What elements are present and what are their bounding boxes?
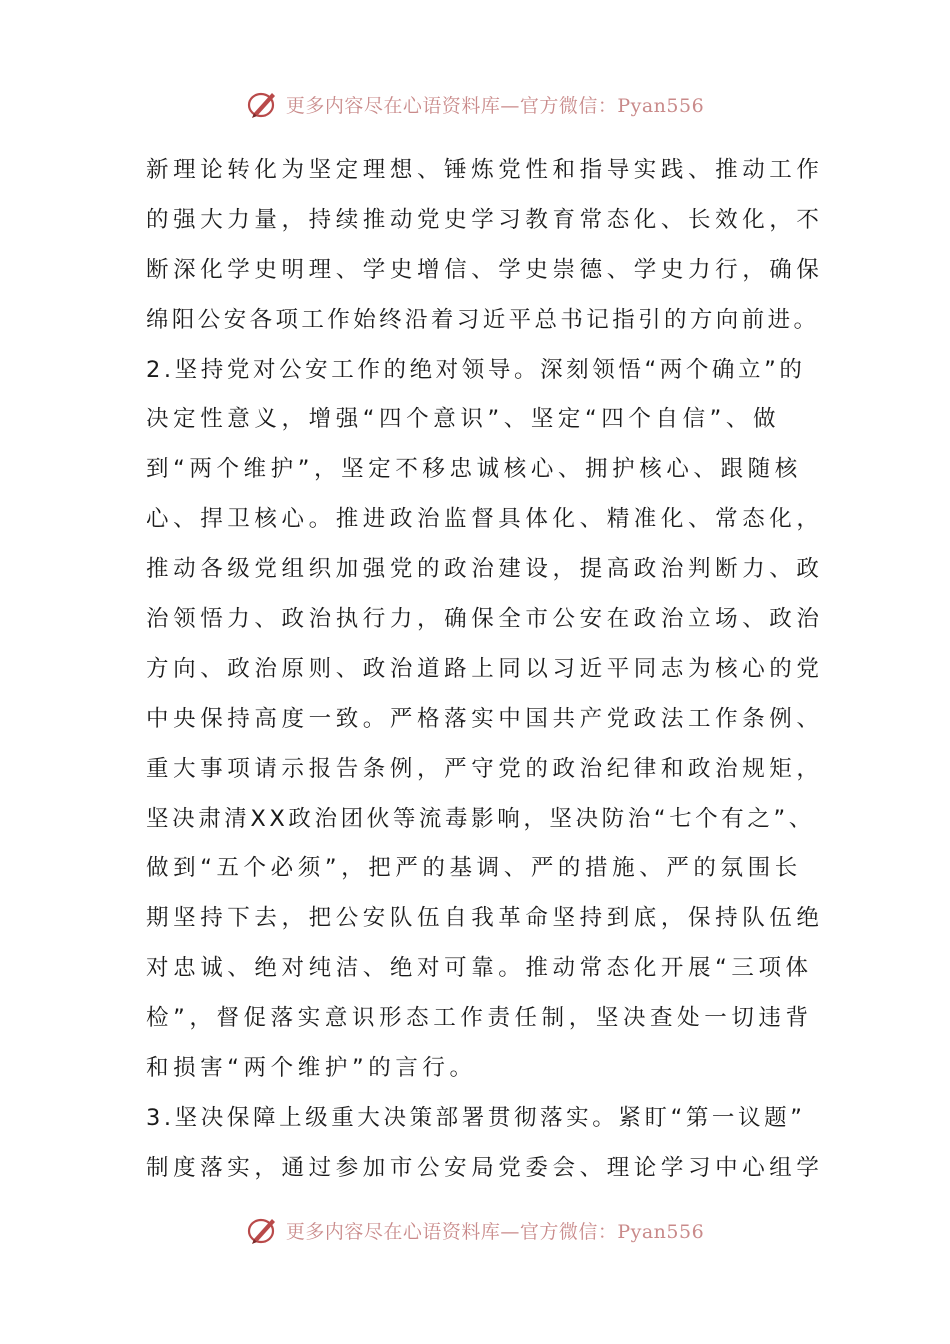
pen-seal-icon — [246, 1213, 280, 1247]
body-line-21: 制度落实，通过参加市公安局党委会、理论学习中心组学 — [146, 1154, 824, 1181]
body-line-11: 方向、政治原则、政治道路上同以习近平同志为核心的党 — [146, 655, 824, 682]
body-line-7: 到“两个维护”，坚定不移忠诚核心、拥护核心、跟随核 — [146, 456, 802, 483]
body-line-5: 2.坚持党对公安工作的绝对领导。深刻领悟“两个确立”的 — [146, 356, 806, 383]
body-line-9: 推动各级党组织加强党的政治建设，提高政治判断力、政 — [146, 556, 824, 583]
body-line-6: 决定性意义，增强“四个意识”、坚定“四个自信”、做 — [146, 406, 781, 433]
watermark-text: 更多内容尽在心语资料库—官方微信：Pyan556 — [285, 1220, 705, 1243]
header-watermark — [0, 84, 950, 124]
pen-seal-icon — [246, 87, 280, 121]
body-line-20: 3.坚决保障上级重大决策部署贯彻落实。紧盯“第一议题” — [146, 1104, 806, 1131]
body-line-16: 期坚持下去，把公安队伍自我革命坚持到底，保持队伍绝 — [146, 905, 824, 932]
body-line-2: 的强大力量，持续推动党史学习教育常态化、长效化，不 — [146, 206, 824, 233]
body-line-1: 新理论转化为坚定理想、锤炼党性和指导实践、推动工作 — [146, 157, 824, 183]
body-line-10: 治领悟力、政治执行力，确保全市公安在政治立场、政治 — [146, 606, 824, 633]
body-line-12: 中央保持高度一致。严格落实中国共产党政法工作条例、 — [146, 705, 824, 732]
body-line-17: 对忠诚、绝对纯洁、绝对可靠。推动常态化开展“三项体 — [146, 955, 813, 982]
body-line-19: 和损害“两个维护”的言行。 — [146, 1055, 477, 1082]
body-line-15: 做到“五个必须”，把严的基调、严的措施、严的氛围长 — [146, 855, 802, 882]
body-line-13: 重大事项请示报告条例，严守党的政治纪律和政治规矩， — [146, 755, 824, 782]
document-body — [146, 146, 826, 1194]
footer-watermark — [0, 1210, 950, 1250]
body-line-18: 检”，督促落实意识形态工作责任制，坚决查处一切违背 — [146, 1005, 813, 1032]
body-line-8: 心、捍卫核心。推进政治监督具体化、精准化、常态化， — [146, 506, 824, 533]
body-line-4: 绵阳公安各项工作始终沿着习近平总书记指引的方向前进。 — [146, 306, 820, 333]
body-line-14: 坚决肃清XX政治团伙等流毒影响，坚决防治“七个有之”、 — [146, 805, 815, 832]
watermark-text: 更多内容尽在心语资料库—官方微信：Pyan556 — [285, 94, 705, 117]
body-line-3: 断深化学史明理、学史增信、学史崇德、学史力行，确保 — [146, 256, 824, 283]
